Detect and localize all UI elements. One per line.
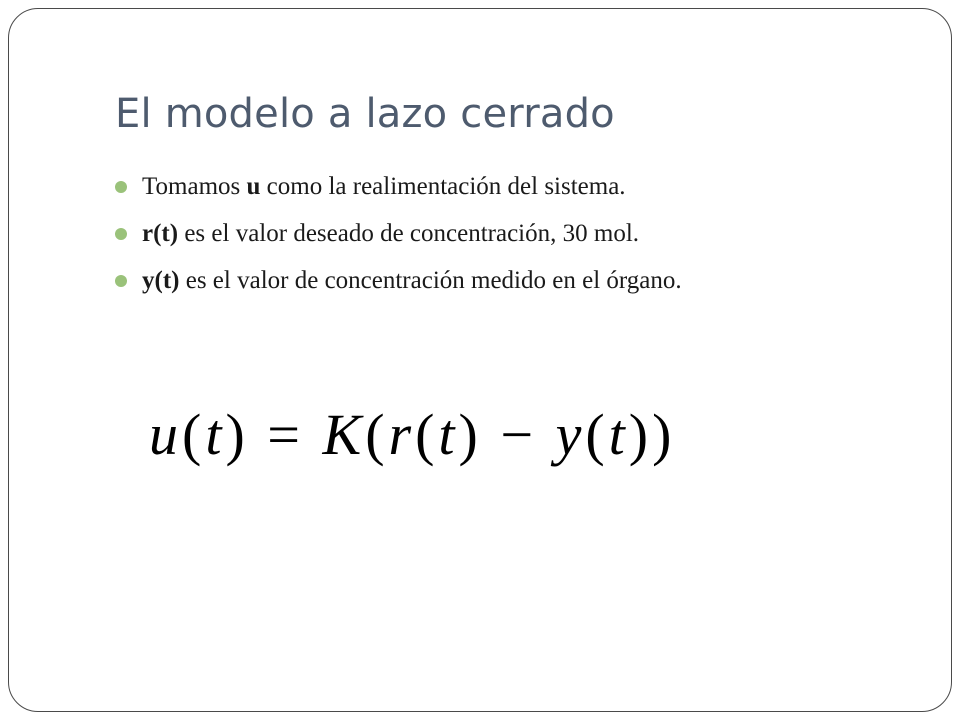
bullet-item xyxy=(115,169,682,216)
control-law-equation: u(t) = K(r(t) − y(t)) xyxy=(149,402,676,467)
bullet-text: como la realimentación del sistema. xyxy=(260,173,626,200)
bullet-term: y(t) xyxy=(142,267,180,294)
bullet-term: r(t) xyxy=(142,220,179,247)
bullet-marker-icon xyxy=(115,228,127,240)
bullet-marker-icon xyxy=(115,181,127,193)
bullet-text: es el valor deseado de concentración, 30 mol. xyxy=(178,220,640,247)
slide-title: El modelo a lazo cerrado xyxy=(115,91,615,137)
bullet-text-prefix: Tomamos xyxy=(142,173,247,200)
bullet-text: es el valor de concentración medido en el órgano. xyxy=(179,267,682,294)
slide xyxy=(8,8,952,712)
bullet-term: u xyxy=(246,173,261,200)
bullet-list xyxy=(115,169,682,310)
bullet-item xyxy=(115,216,682,263)
bullet-item xyxy=(115,263,682,310)
bullet-marker-icon xyxy=(115,275,127,287)
